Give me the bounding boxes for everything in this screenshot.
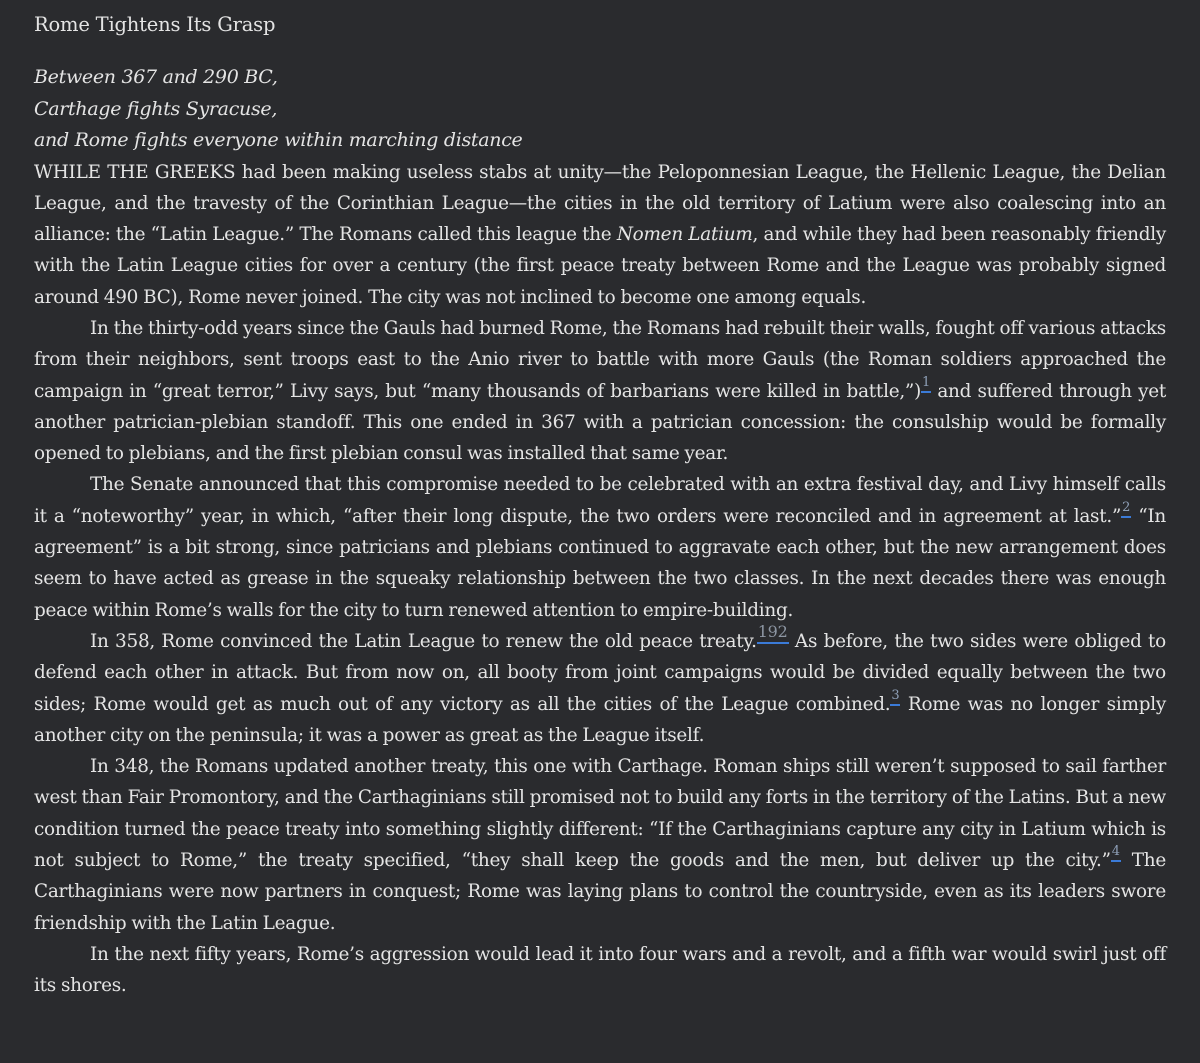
paragraph-1-text-a: had been making useless stabs at unity—the Peloponnesian League, the Hellenic League, the Delian League, and the travesty of the Corinthian League—the cities in the old territory of Latium were also coalescing into an alliance: the “Latin League.” The Romans called this league the [34, 161, 1166, 246]
paragraph-3-text-a: The Senate announced that this compromise needed to be celebrated with an extra festival day, and Livy himself calls it a “noteworthy” year, in which, “after their long dispute, the two orders were reconciled and in agreement at last.” [34, 474, 1166, 527]
chapter-title: Rome Tightens Its Grasp [34, 13, 276, 36]
chapter-epigraph [34, 62, 1166, 157]
epigraph-line-2: Carthage fights Syracuse, [34, 97, 278, 120]
reader-page [34, 8, 1166, 1002]
footnote-link-2[interactable]: 2 [1121, 500, 1131, 518]
epigraph-line-1: Between 367 and 290 BC, [34, 66, 278, 88]
paragraph-3 [34, 469, 1166, 625]
paragraph-4-text-a: In 358, Rome convinced the Latin League to renew the old peace treaty. [90, 630, 757, 652]
paragraph-4-text-b: As before, the two sides were obliged to defend each other in attack. But from now on, all booty from joint campaigns would be divided equally between the two sides; Rome would get as much out of any victory as all the cities of the League combined. [34, 630, 1167, 715]
paragraph-2-text-b: and suffered through yet another patrician-plebian standoff. This one ended in 367 with a patrician concession: the consulship would be formally opened to plebians, and the first plebian consul was installed that same year. [34, 380, 1166, 465]
footnote-link-4[interactable]: 4 [1111, 844, 1121, 862]
paragraph-2 [34, 313, 1166, 469]
paragraph-3-text-b: “In agreement” is a bit strong, since patricians and plebians continued to aggravate each other, but the new arrangement does seem to have acted as grease in the squeaky relationship between the two classes. In the next decades there was enough peace within Rome’s walls for the city to turn renewed attention to empire-building. [34, 505, 1166, 621]
paragraph-1-text-b: , and while they had been reasonably friendly with the Latin League cities for over a century (the first peace treaty between Rome and the League was probably signed around 490 BC), Rome never joined. The city was not inclined to become one among equals. [34, 224, 1166, 308]
paragraph-5 [34, 751, 1166, 939]
epigraph-line-3: and Rome fights everyone within marching distance [34, 129, 523, 151]
page-number-marker[interactable]: 192 [757, 622, 789, 644]
paragraph-6: In the next fifty years, Rome’s aggression would lead it into four wars and a revolt, and a fifth war would swirl just off its shores. [34, 943, 1166, 997]
paragraph-5-text-a: In 348, the Romans updated another treaty, this one with Carthage. Roman ships still weren’t supposed to sail farther west than Fair Promontory, and the Carthaginians still promised not to build any forts in the territory of the Latins. But a new condition turned the peace treaty into something slightly different: “If the Carthaginians capture any city in Latium which is not subject to Rome,” the treaty specified, “they shall keep the goods and the men, but deliver up the city.” [34, 756, 1166, 872]
paragraph-lead-in: WHILE THE GREEKS [34, 161, 236, 183]
footnote-link-1[interactable]: 1 [921, 375, 931, 393]
paragraph-1-italic-term: Nomen Latium [616, 224, 753, 246]
footnote-link-3[interactable]: 3 [890, 688, 900, 706]
paragraph-4-text-c: Rome was no longer simply another city on the peninsula; it was a power as great as the League itself. [34, 693, 1166, 746]
paragraph-2-text-a: In the thirty-odd years since the Gauls had burned Rome, the Romans had rebuilt their walls, fought off various attacks from their neighbors, sent troops east to the Anio river to battle with more Gauls (the Roman soldiers approached the campaign in “great terror,” Livy says, but “many thousands of barbarians were killed in battle,”) [34, 317, 1166, 402]
paragraph-5-text-b: The Carthaginians were now partners in conquest; Rome was laying plans to control the countryside, even as its leaders swore friendship with the Latin League. [34, 850, 1166, 934]
paragraph-4 [34, 622, 1167, 751]
paragraph-1 [34, 157, 1166, 313]
